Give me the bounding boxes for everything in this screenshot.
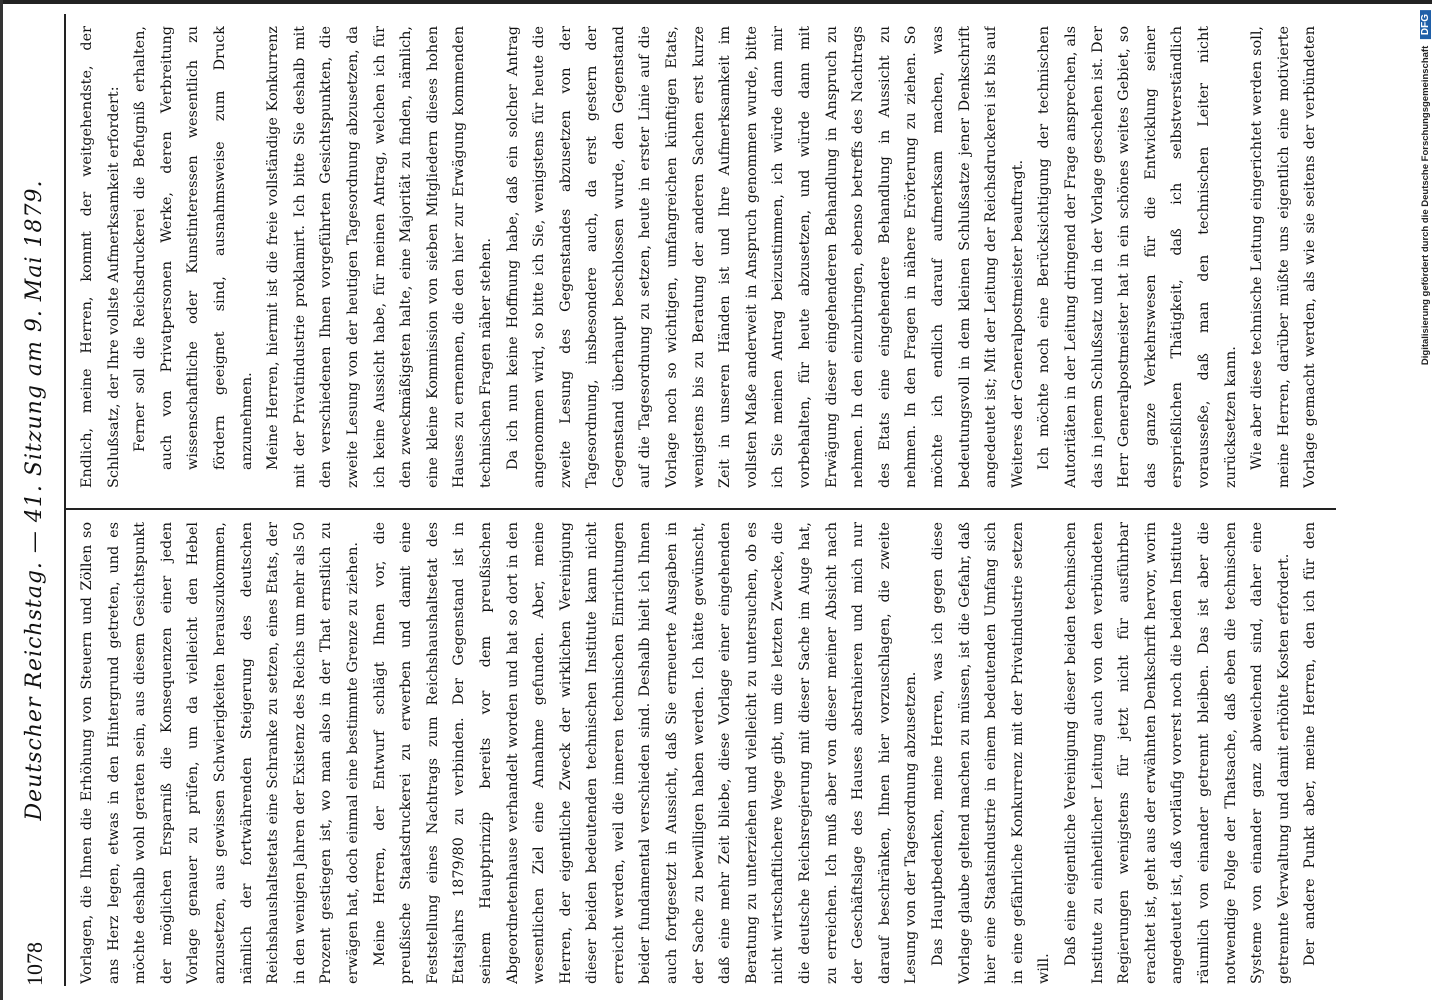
column-divider bbox=[66, 508, 1336, 510]
dfg-logo: DFG bbox=[1420, 10, 1431, 39]
paragraph: Endlich, meine Herren, kommt der weitgehendste, der Schlußsatz, der Ihre vollste Aufmerksamkeit erfordert: bbox=[79, 26, 122, 488]
page-header bbox=[10, 14, 60, 986]
paragraph: Meine Herren, hiermit ist die freie vollständige Konkurrenz mit der Privatindustrie proklamirt. Ich bitte Sie deshalb mit den verschiedenen Ihnen vorgeführten Gesichtspunkten, die zweite Lesung von der heutigen Tagesordnung abzusetzen, da ich keine Aussicht habe, für meinen Antrag, welchen ich für den zweckmäßigsten halte, eine Majorität zu finden, nämlich, eine kleine Kommission von sieben Mitgliedern dieses hohen Hauses zu ernennen, die den hier zur Erwägung kommenden technischen Fragen näher stehen. bbox=[265, 26, 494, 488]
paragraph: Der andere Punkt aber, meine Herren, den ich für den bbox=[1302, 522, 1319, 966]
paragraph: Ich möchte noch eine Berücksichtigung der technischen Autoritäten in der Leitung dringend der Frage ansprechen, als das in jenem Schlußsatz und in der Vorlage geschehen ist. Der Herr Generalpostmeister hat in ein schönes weites Gebiet, so das ganze Verkehrswesen für die Entwicklung seiner ersprießlichen Thätigkeit, daß ich selbstverständlich vorausseße, daß man den technischen Leiter nicht zurücksetzen kann. bbox=[1036, 26, 1239, 488]
header-rule bbox=[64, 14, 66, 986]
paragraph: Vorlagen, die Ihnen die Erhöhung von Steuern und Zöllen so ans Herz legen, etwas in den Hintergrund getreten, und es möchte deshalb wohl geraten sein, aus diesem Gesichtspunkt der möglichen Ersparniß die Konsequenzen einer jeden Vorlage genauer zu prüfen, um da vielleicht den Hebel anzusetzen, aus gewissen Schwierigkeiten herauszukommen, nämlich der fortwährenden Steigerung des deutschen Reichshaushaltsetats eine Schranke zu setzen, eines Etats, der in den wenigen Jahren der Existenz des Reichs um mehr als 50 Prozent gestiegen ist, wo man also in der That ernstlich zu erwägen hat, doch einmal eine bestimmte Grenze zu ziehen. bbox=[79, 522, 361, 984]
paragraph: Daß eine eigentliche Vereinigung dieser beiden technischen Institute zu einheitlicher Leitung auch von den verbündeten Regierungen wenigstens für jetzt nicht für ausführbar erachtet ist, geht aus der erwähnten Denkschrift hervor, worin angedeutet ist, daß vorläufig vorerst noch die beiden Institute räumlich von einander getrennt bleiben. Das ist aber die notwendige Folge der Thatsache, daß eben die technischen Systeme von einander ganz abweichend sind, daher eine getrennte Verwaltung und damit erhöhte Kosten erfordert. bbox=[1062, 522, 1292, 984]
quote-line: Ferner soll die Reichsdruckerei die Befugniß erhalten, auch von Privatpersonen Werke, deren Verbreitung wissenschaftliche oder Kunstinteressen wesentlich zu fördern geeignet sind, ausnahmsweise zum Druck anzunehmen. bbox=[132, 26, 255, 470]
right-column bbox=[74, 26, 1324, 488]
dfg-credit-text: Digitalisierung gefördert durch die Deutsche Forschungsgemeinschaft bbox=[1420, 45, 1431, 366]
paragraph: Da ich nun keine Hoffnung habe, daß ein solcher Antrag angenommen wird, so bitte ich Sie, wenigstens für heute die zweite Lesung des Gegenstandes abzusetzen von der Tagesordnung, insbesondere auch, da erst gestern der Gegenstand überhaupt beschlossen wurde, den Gegenstand auf die Tagesordnung zu setzen, heute in erster Linie auf die Vorlage noch so wichtigen, umfangreichen künftigen Etats, wenigstens bis zu Beratung der anderen Sachen erst kurze Zeit in unseren Händen ist und Ihre Aufmerksamkeit im vollsten Maße anderweit in Anspruch genommen wurde, bitte ich Sie meinen Antrag beizustimmen, ich würde dann mir vorbehalten, für heute abzusetzen, und würde dann mit Erwägung dieser eingehenderen Behandlung in Anspruch zu nehmen. In den einzubringen, ebenso betreffs des Nachtrags des Etats eine eingehendere Behandlung in Aussicht zu nehmen. In den Fragen in nähere Erörterung zu ziehen. So möchte ich endlich darauf aufmerksam machen, was bedeutungsvoll in dem kleinen Schlußsatze jener Denkschrift angedeutet ist; Mit der Leitung der Reichsdruckerei ist bis auf Weiteres der Generalpostmeister beauftragt. bbox=[504, 26, 1026, 488]
paragraph: Wie aber diese technische Leitung eingerichtet werden soll, meine Herren, darüber müßte uns eigentlich eine motivierte Vorlage gemacht werden, als wie sie seitens der verbündeten bbox=[1249, 26, 1319, 488]
left-column bbox=[74, 522, 1324, 984]
dfg-credit bbox=[1420, 10, 1431, 365]
paragraph: Das Hauptbedenken, meine Herren, was ich gegen diese Vorlage glaube geltend machen zu müssen, ist die Gefahr, daß hier eine Staatsindustrie in einem bedeutenden Umfang sich in eine gefährliche Konkurrenz mit der Privatindustrie setzen will. bbox=[930, 522, 1053, 984]
running-title: Deutscher Reichstag. — 41. Sitzung am 9. Mai 1879. bbox=[22, 179, 47, 821]
quoted-passage bbox=[127, 26, 260, 488]
paragraph: Meine Herren, der Entwurf schlägt Ihnen vor, die preußische Staatsdruckerei zu erwerben und damit eine Feststellung eines Nachtrags zum Reichshaushaltsetat des Etatsjahrs 1879/80 zu verbinden. Der Gegenstand ist in seinem Hauptprinzip bereits vor dem preußischen Abgeordnetenhause verhandelt worden und hat so dort in den wesentlichen Ziel eine Annahme gefunden. Aber, meine Herren, der eigentliche Zweck der wirklichen Vereinigung dieser beiden bedeutenden technischen Institute kann nicht erreicht werden, weil die inneren technischen Einrichtungen beider fundamental verschieden sind. Deshalb hielt ich Ihnen auch fortgesetzt in Aussicht, daß Sie erneuerte Ausgaben in der Sache zu bewilligen haben werden. Ich hätte gewünscht, daß eine mehr Zeit bliebe, diese Vorlage einer eingehenden Beratung zu unterziehen und vielleicht zu untersuchen, ob es nicht wirtschaftlichere Wege gibt, um die letzten Zwecke, die die deutsche Reichsregierung mit dieser Sache im Auge hat, zu erreichen. Ich muß aber von dieser meiner Absicht nach der Geschäftslage des Hauses abstrahieren und mich nur darauf beschränken, Ihnen hier vorzuschlagen, die zweite Lesung von der Tagesordnung abzusetzen. bbox=[371, 522, 920, 984]
page-number: 1078 bbox=[22, 942, 47, 986]
